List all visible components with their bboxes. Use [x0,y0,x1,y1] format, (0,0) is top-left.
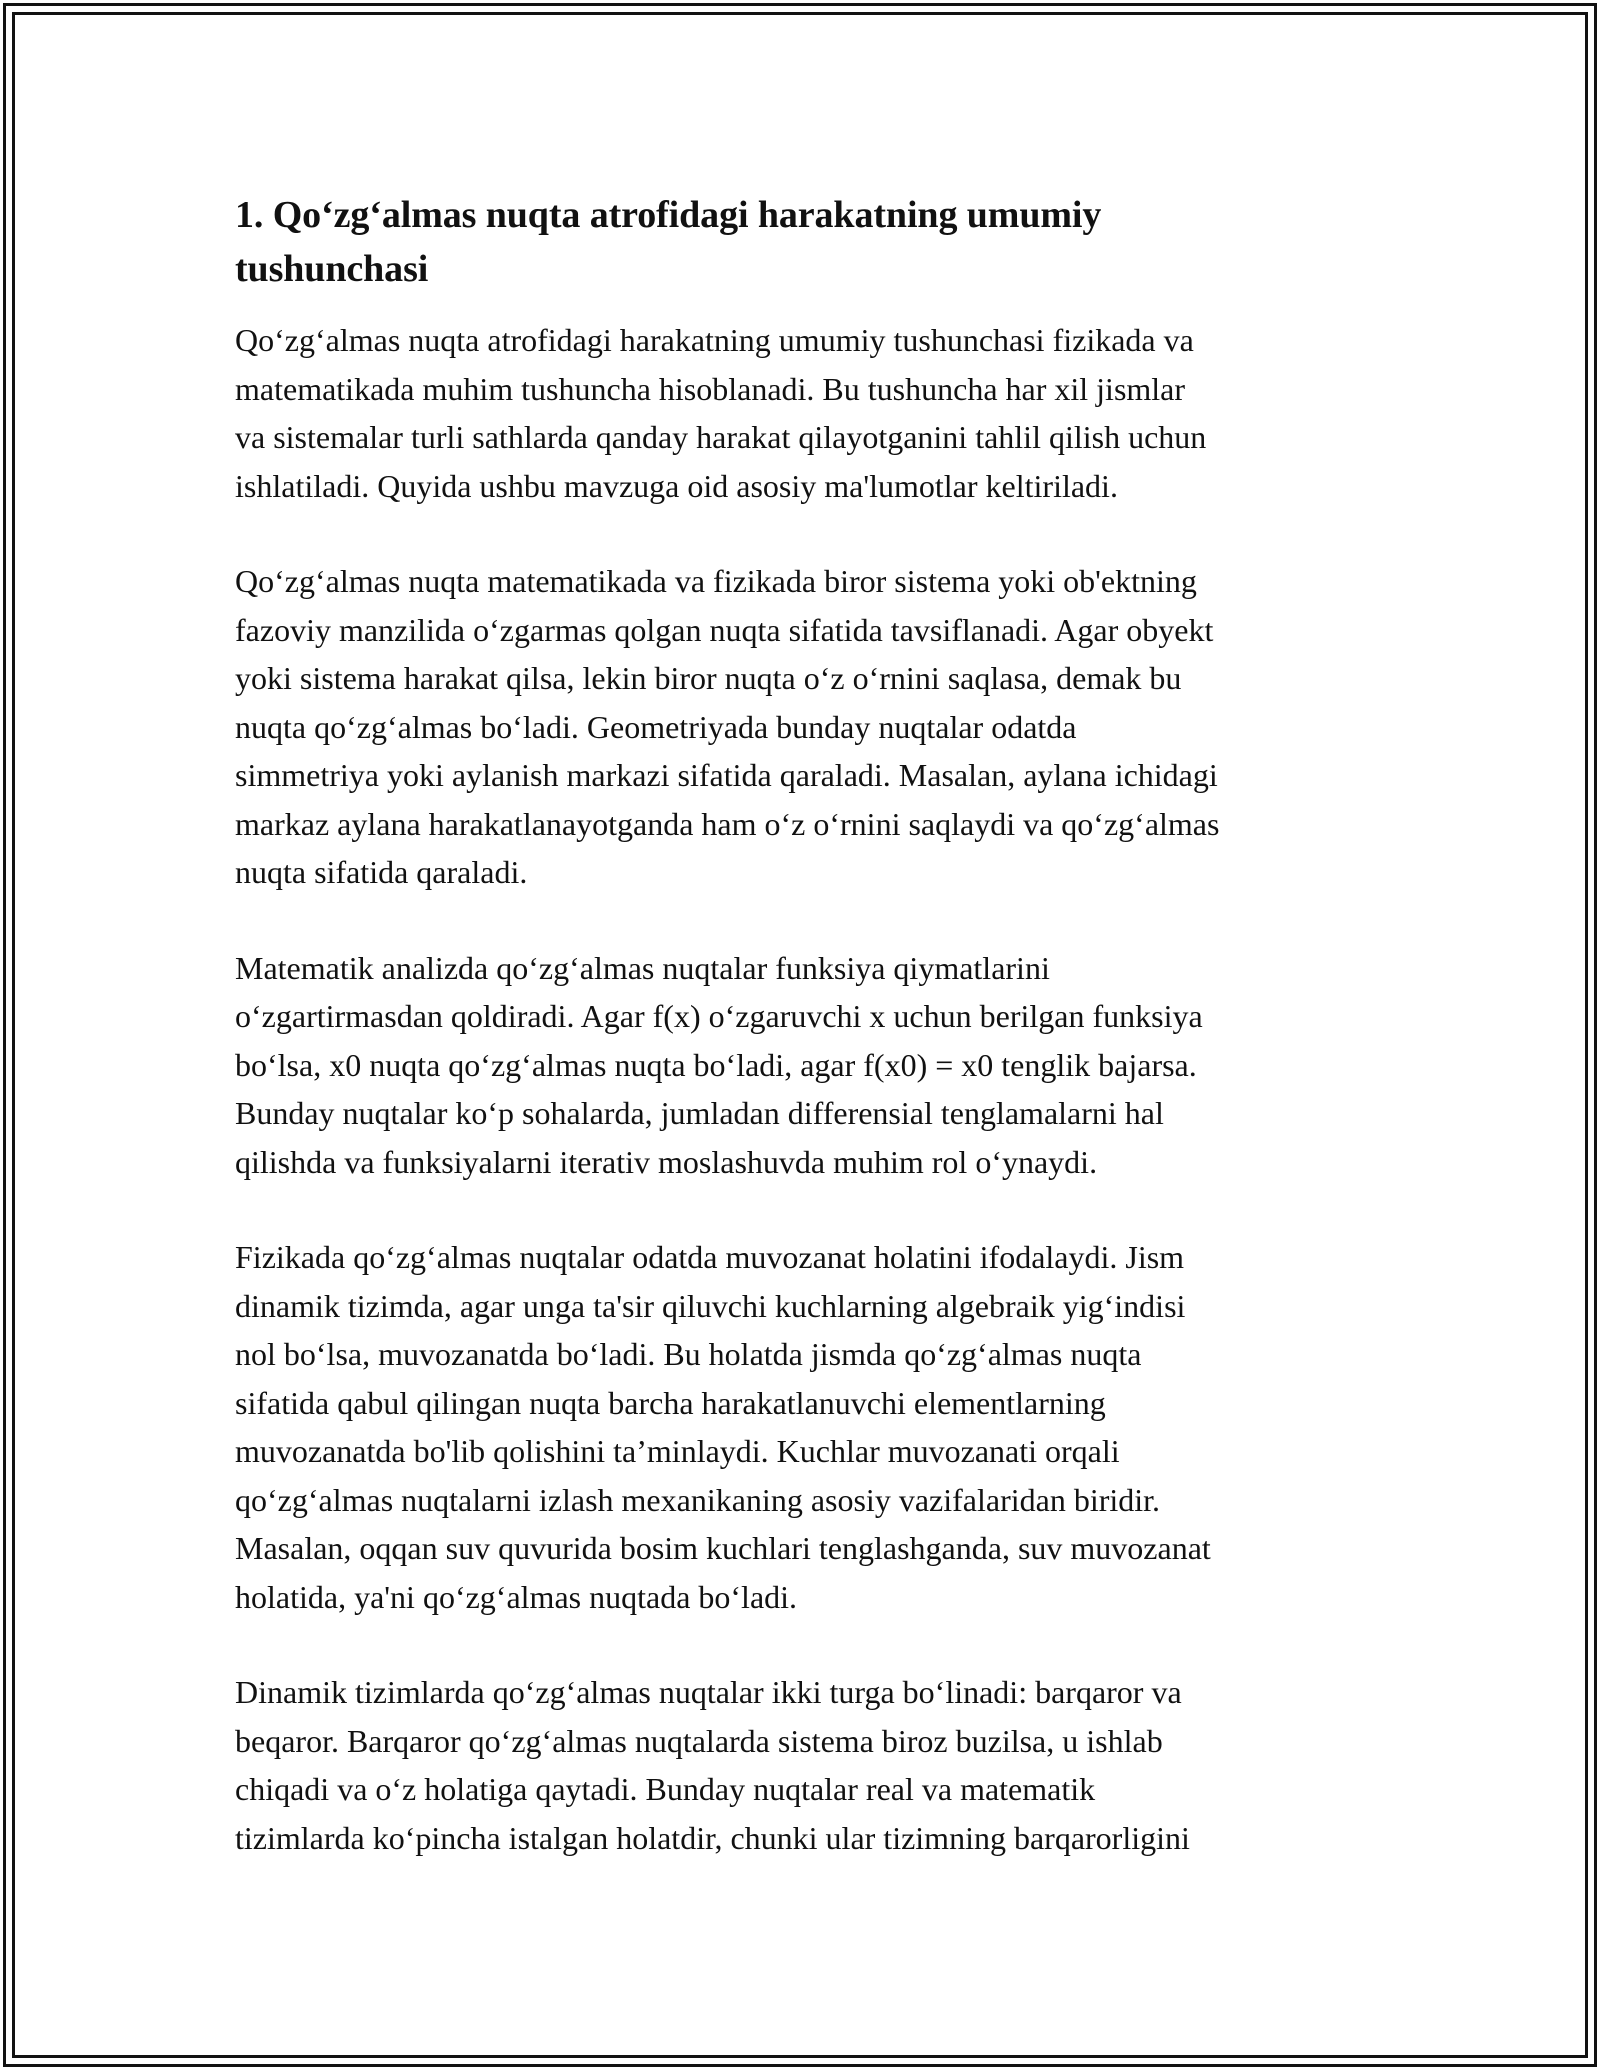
document-page [235,188,1375,1862]
paragraph-5: Dinamik tizimlarda qo‘zg‘almas nuqtalar ikki turga bo‘linadi: barqaror va beqaror. Barqaror qo‘zg‘almas nuqtalarda sistema biroz buzilsa, u ishlab chiqadi va o‘z holatiga qaytadi. Bunday nuqtalar real va matematik tizimlarda ko‘pincha istalgan holatdir, chunki ular tizimning barqarorligini [235,1674,1190,1856]
paragraph-2: Qo‘zg‘almas nuqta matematikada va fizikada biror sistema yoki ob'ektning fazoviy manzilida o‘zgarmas qolgan nuqta sifatida tavsiflanadi. Agar obyekt yoki sistema harakat qilsa, lekin biror nuqta o‘z o‘rnini saqlasa, demak bu nuqta qo‘zg‘almas bo‘ladi. Geometriyada bunday nuqtalar odatda simmetriya yoki aylanish markazi sifatida qaraladi. Masalan, aylana ichidagi markaz aylana harakatlanayotganda ham o‘z o‘rnini saqlaydi va qo‘zg‘almas nuqta sifatida qaraladi. [235,563,1220,890]
section-heading: 1. Qo‘zg‘almas nuqta atrofidagi harakatning umumiy tushunchasi [235,194,1102,290]
paragraph-1: Qo‘zg‘almas nuqta atrofidagi harakatning umumiy tushunchasi fizikada va matematikada muhim tushuncha hisoblanadi. Bu tushuncha har xil jismlar va sistemalar turli sathlarda qanday harakat qilayotganini tahlil qilish uchun ishlatiladi. Quyida ushbu mavzuga oid asosiy ma'lumotlar keltiriladi. [235,322,1207,504]
paragraph-3: Matematik analizda qo‘zg‘almas nuqtalar funksiya qiymatlarini o‘zgartirmasdan qoldiradi. Agar f(x) o‘zgaruvchi x uchun berilgan funksiya bo‘lsa, x0 nuqta qo‘zg‘almas nuqta bo‘ladi, agar f(x0) = x0 tenglik bajarsa. Bunday nuqtalar ko‘p sohalarda, jumladan differensial tenglamalarni hal qilishda va funksiyalarni iterativ moslashuvda muhim rol o‘ynaydi. [235,949,1203,1180]
paragraph-4: Fizikada qo‘zg‘almas nuqtalar odatda muvozanat holatini ifodalaydi. Jism dinamik tizimda, agar unga ta'sir qiluvchi kuchlarning algebraik yig‘indisi nol bo‘lsa, muvozanatda bo‘ladi. Bu holatda jismda qo‘zg‘almas nuqta sifatida qabul qilingan nuqta barcha harakatlanuvchi elementlarning muvozanatda bo'lib qolishini ta’minlaydi. Kuchlar muvozanati orqali qo‘zg‘almas nuqtalarni izlash mexanikaning asosiy vazifalaridan biridir. Masalan, oqqan suv quvurida bosim kuchlari tenglashganda, suv muvozanat holatida, ya'ni qo‘zg‘almas nuqtada bo‘ladi. [235,1239,1211,1615]
